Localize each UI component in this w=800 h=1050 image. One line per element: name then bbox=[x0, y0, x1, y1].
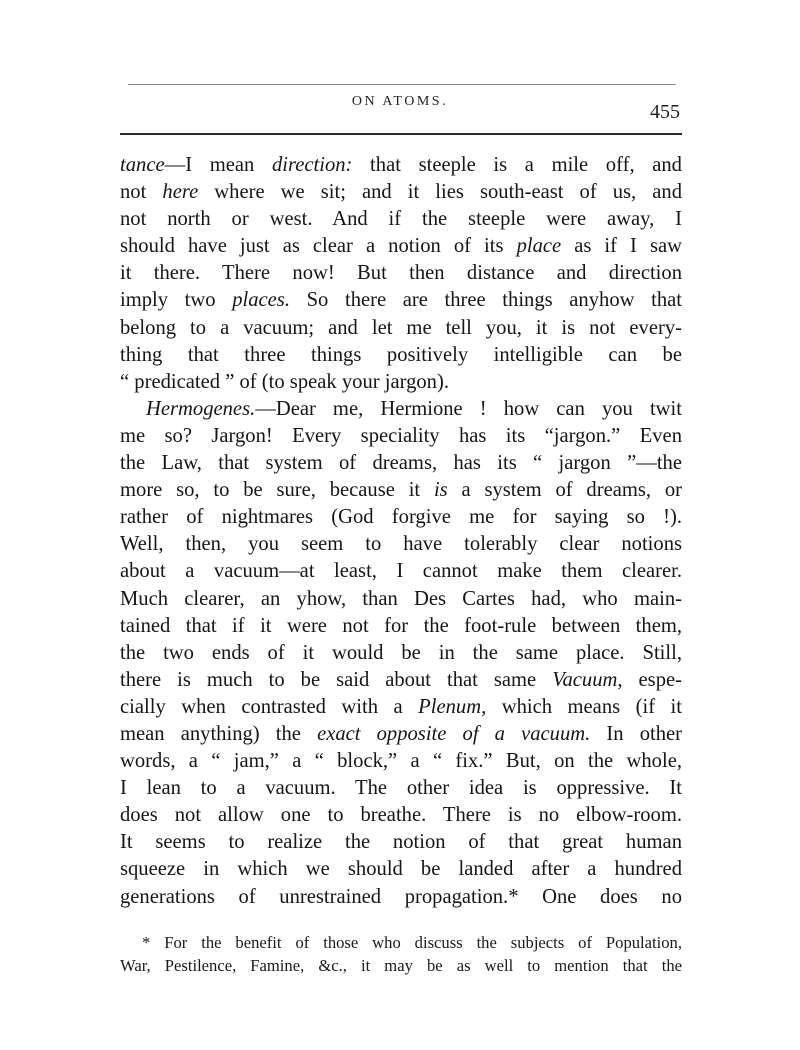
text-segment: mean anything) the bbox=[120, 722, 318, 745]
text-segment: generations of unrestrained propagation.* One does no bbox=[120, 885, 682, 908]
text-segment: as if I saw bbox=[561, 235, 682, 258]
text-line bbox=[120, 450, 682, 477]
italic-text: here bbox=[162, 181, 199, 204]
text-line bbox=[120, 504, 682, 531]
italic-text: Hermogenes. bbox=[146, 397, 256, 420]
text-line bbox=[120, 802, 682, 829]
footnote bbox=[120, 931, 682, 977]
text-line bbox=[120, 775, 682, 802]
text-segment: not bbox=[120, 181, 163, 204]
text-line bbox=[120, 856, 682, 883]
text-segment: about a vacuum—at least, I cannot make them clearer. bbox=[120, 560, 682, 583]
text-line bbox=[120, 423, 682, 450]
text-line bbox=[120, 558, 682, 585]
text-line bbox=[120, 206, 682, 233]
text-line bbox=[120, 667, 682, 694]
text-line bbox=[120, 748, 682, 775]
italic-text: places. bbox=[232, 289, 290, 312]
text-segment: it there. There now! But then distance and direction bbox=[120, 262, 682, 285]
text-segment: that steeple is a mile off, and bbox=[352, 154, 682, 176]
text-segment: me so? Jargon! Every speciality has its “jargon.” Even bbox=[120, 424, 682, 447]
text-segment: squeeze in which we should be landed after a hundred bbox=[120, 858, 682, 881]
text-line bbox=[120, 829, 682, 856]
text-segment: tained that if it were not for the foot-rule between them, bbox=[120, 614, 682, 637]
text-line bbox=[120, 721, 682, 748]
text-line bbox=[120, 531, 682, 558]
text-line bbox=[120, 179, 682, 206]
italic-text: direction: bbox=[271, 154, 353, 176]
text-segment: words, a “ jam,” a “ block,” a “ fix.” But, on the whole, bbox=[120, 750, 682, 773]
text-line bbox=[120, 586, 682, 613]
text-segment: not north or west. And if the steeple were away, I bbox=[120, 208, 682, 231]
text-segment: Well, then, you seem to have tolerably clear notions bbox=[120, 533, 682, 556]
text-line bbox=[120, 287, 682, 314]
header-bottom-rule bbox=[120, 133, 682, 135]
text-segment: —I mean bbox=[164, 154, 272, 176]
italic-text: place bbox=[516, 235, 562, 258]
text-line bbox=[120, 694, 682, 721]
text-line bbox=[120, 315, 682, 342]
text-segment: “ predicated ” of (to speak your jargon). bbox=[120, 370, 449, 393]
text-line bbox=[120, 260, 682, 287]
text-segment: belong to a vacuum; and let me tell you, it is not every- bbox=[120, 316, 682, 339]
running-head: ON ATOMS. bbox=[351, 94, 449, 109]
text-segment: cially when contrasted with a bbox=[120, 695, 419, 718]
text-segment: It seems to realize the notion of that great human bbox=[120, 831, 682, 854]
text-line bbox=[120, 342, 682, 369]
text-segment: I lean to a vacuum. The other idea is oppressive. It bbox=[120, 777, 682, 800]
italic-text: Plenum, bbox=[418, 695, 487, 718]
italic-text: Vacuum, bbox=[552, 668, 623, 691]
text-segment: more so, to be sure, because it bbox=[120, 479, 434, 502]
text-line bbox=[120, 369, 682, 396]
text-segment: there is much to be said about that same bbox=[120, 668, 553, 691]
text-line bbox=[120, 396, 682, 423]
header-top-rule bbox=[128, 84, 676, 85]
footnote-line: * For the benefit of those who discuss the subjects of Population, bbox=[142, 933, 682, 952]
italic-text: is bbox=[433, 479, 448, 502]
text-segment: espe- bbox=[622, 668, 682, 691]
text-segment: Much clearer, an yhow, than Des Cartes had, who main- bbox=[120, 587, 682, 610]
text-line bbox=[120, 640, 682, 667]
italic-text: exact opposite of a vacuum. bbox=[317, 722, 591, 745]
text-segment: where we sit; and it lies south-east of us, and bbox=[198, 181, 683, 204]
text-segment: does not allow one to breathe. There is no elbow-room. bbox=[120, 804, 682, 827]
footnote-line: War, Pestilence, Famine, &c., it may be as well to mention that the bbox=[120, 956, 682, 975]
text-line bbox=[120, 152, 682, 179]
page-number: 455 bbox=[650, 101, 680, 123]
text-segment: rather of nightmares (God forgive me for saying so !). bbox=[120, 506, 682, 529]
italic-text: tance bbox=[120, 154, 165, 176]
text-line bbox=[120, 477, 682, 504]
text-segment: imply two bbox=[120, 289, 233, 312]
text-line bbox=[120, 613, 682, 640]
text-line bbox=[120, 884, 682, 911]
text-segment: which means (if it bbox=[486, 695, 682, 718]
text-segment: So there are three things anyhow that bbox=[289, 289, 682, 312]
body-text bbox=[120, 152, 682, 911]
text-segment: the Law, that system of dreams, has its “ jargon ”—the bbox=[120, 452, 682, 475]
text-segment: a system of dreams, or bbox=[447, 479, 683, 502]
text-segment: the two ends of it would be in the same place. Still, bbox=[120, 641, 682, 664]
text-segment: should have just as clear a notion of its bbox=[120, 235, 517, 258]
text-line bbox=[120, 233, 682, 260]
text-segment: In other bbox=[590, 722, 683, 745]
text-segment: —Dear me, Hermione ! how can you twit bbox=[255, 397, 682, 420]
text-segment: thing that three things positively intelligible can be bbox=[120, 343, 682, 366]
